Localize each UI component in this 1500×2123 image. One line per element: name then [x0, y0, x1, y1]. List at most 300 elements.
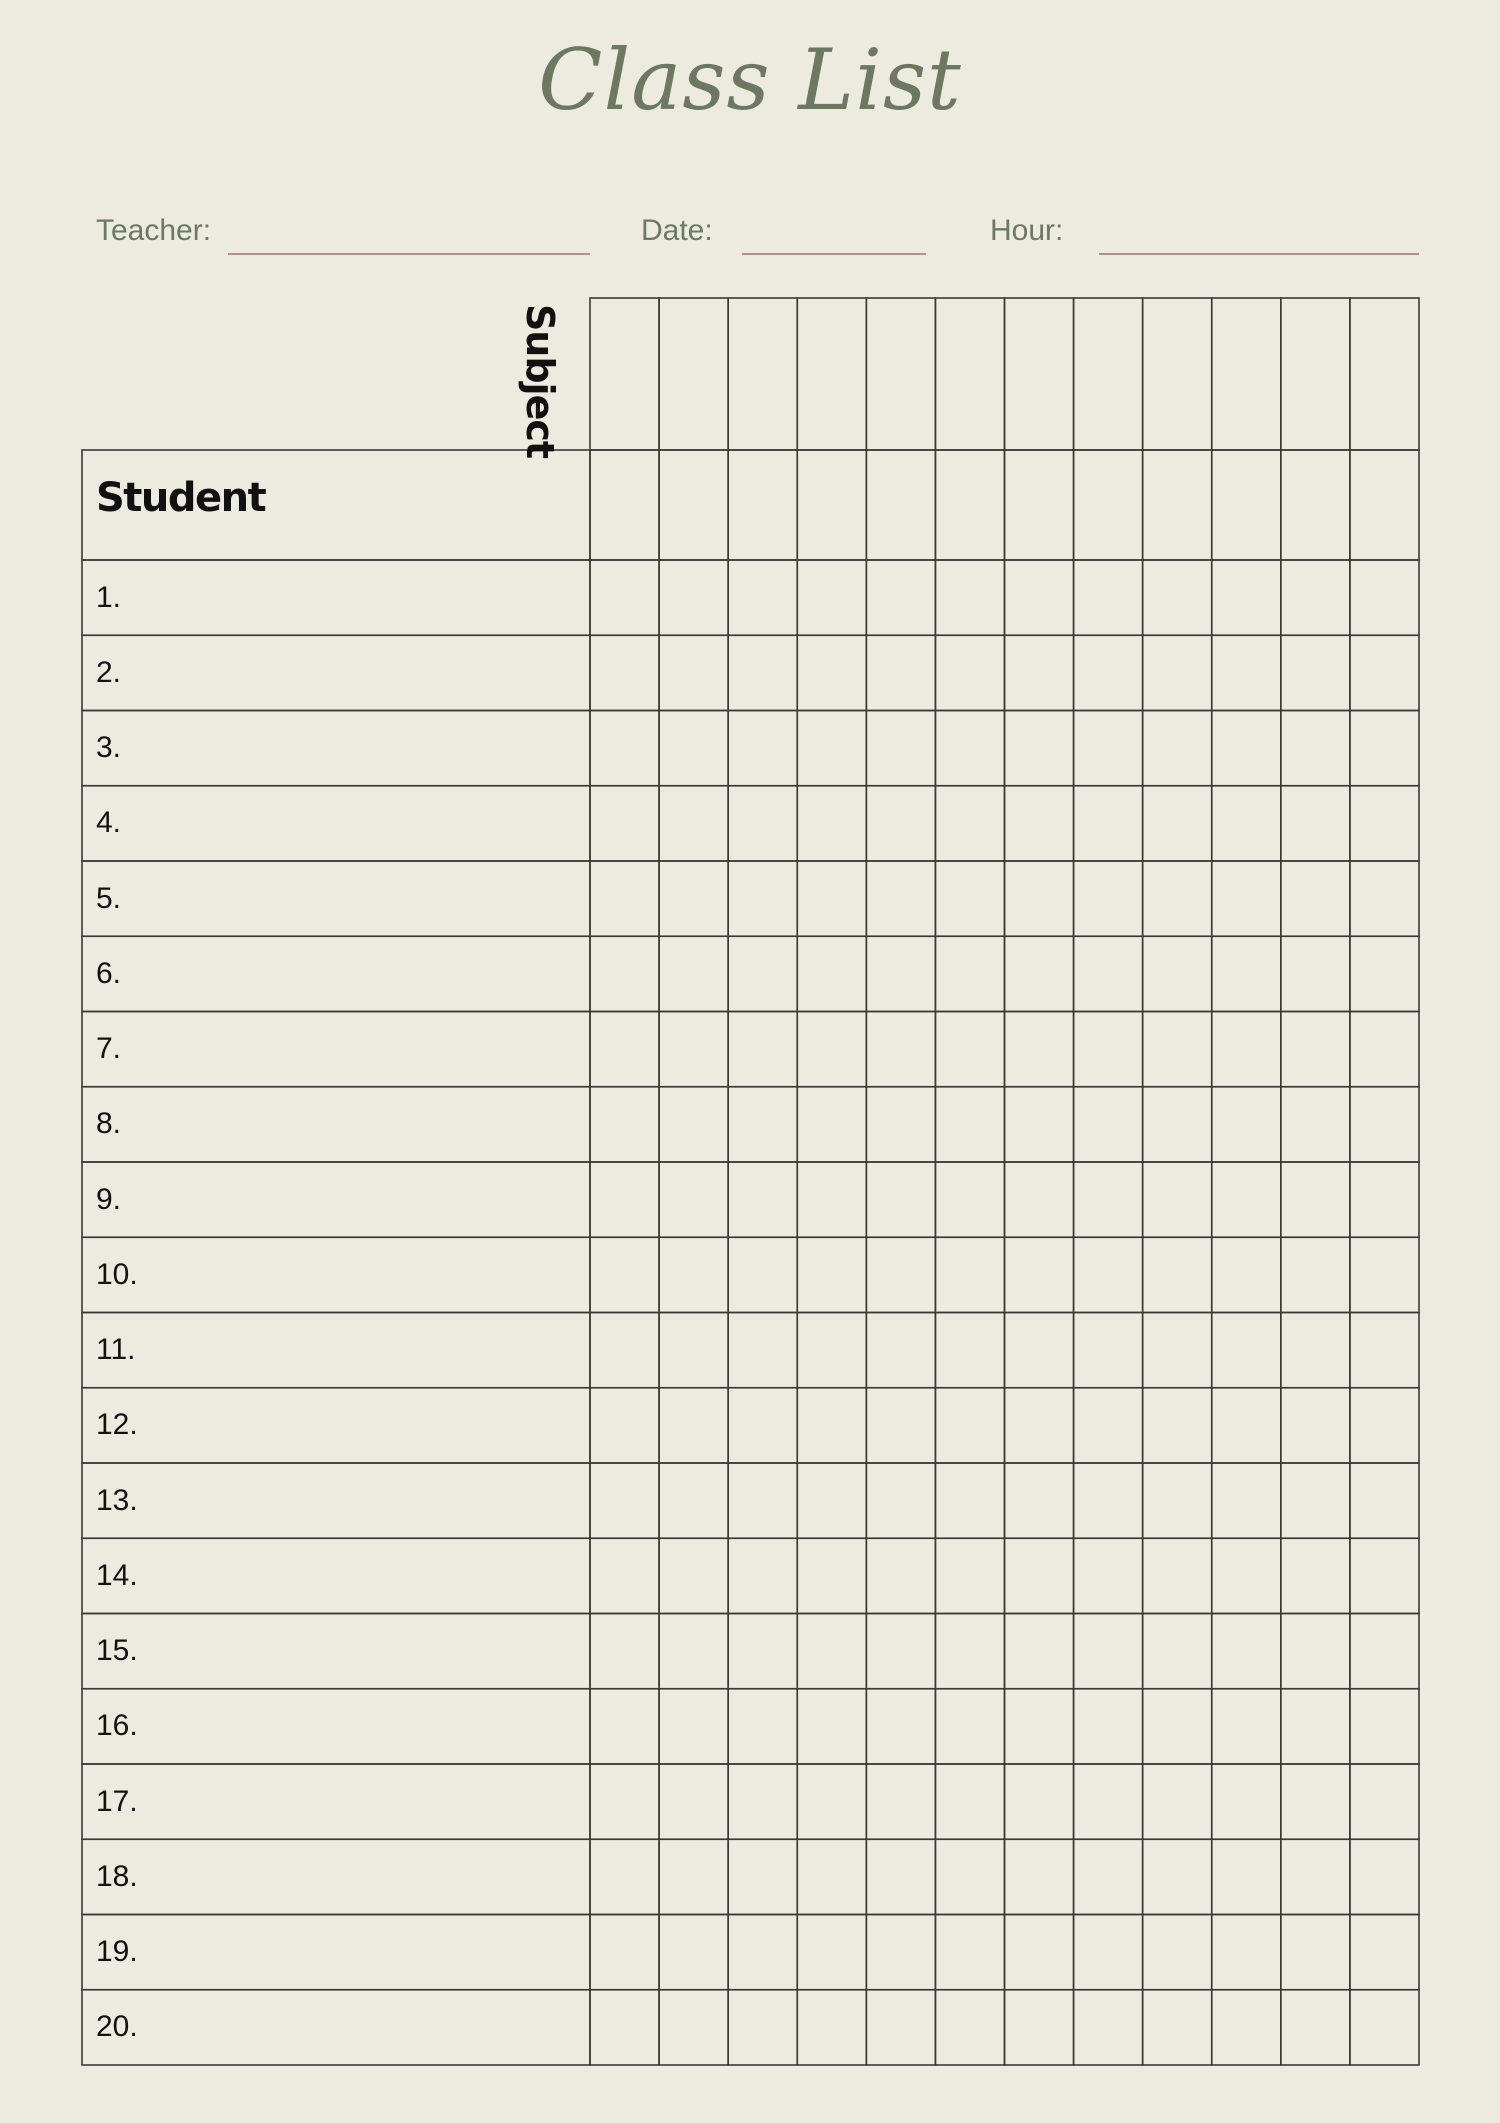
header-grid-cell[interactable] — [1143, 450, 1212, 560]
grade-cell[interactable] — [797, 560, 866, 635]
grade-cell[interactable] — [659, 1237, 728, 1312]
grade-cell[interactable] — [1005, 1915, 1074, 1990]
grade-cell[interactable] — [1074, 1012, 1143, 1087]
grade-cell[interactable] — [1074, 1313, 1143, 1388]
grade-cell[interactable] — [1350, 1839, 1419, 1914]
grade-cell[interactable] — [590, 1463, 659, 1538]
row-number-label: 17. — [96, 1784, 138, 1818]
grade-cell[interactable] — [659, 786, 728, 861]
grade-cell[interactable] — [1143, 1689, 1212, 1764]
grade-cell[interactable] — [797, 1538, 866, 1613]
grade-cell[interactable] — [935, 1463, 1004, 1538]
grade-cell[interactable] — [1143, 861, 1212, 936]
grade-cell[interactable] — [935, 1689, 1004, 1764]
grade-cell[interactable] — [797, 786, 866, 861]
grade-cell[interactable] — [935, 1237, 1004, 1312]
grade-cell[interactable] — [1281, 1538, 1350, 1613]
grade-cell[interactable] — [1350, 1764, 1419, 1839]
grade-cell[interactable] — [1143, 635, 1212, 710]
grade-cell[interactable] — [728, 1764, 797, 1839]
grade-cell[interactable] — [797, 1839, 866, 1914]
student-name-cell[interactable] — [82, 1012, 590, 1087]
grade-cell[interactable] — [935, 861, 1004, 936]
grade-cell[interactable] — [590, 1237, 659, 1312]
grade-cell[interactable] — [1281, 560, 1350, 635]
subject-heading-cell[interactable] — [1005, 298, 1074, 450]
grade-cell[interactable] — [1212, 1689, 1281, 1764]
grade-cell[interactable] — [797, 1915, 866, 1990]
grade-cell[interactable] — [935, 1162, 1004, 1237]
header-grid-cell[interactable] — [659, 450, 728, 560]
grade-cell[interactable] — [1074, 1237, 1143, 1312]
grade-cell[interactable] — [590, 1538, 659, 1613]
grade-cell[interactable] — [659, 1388, 728, 1463]
grade-cell[interactable] — [1212, 1764, 1281, 1839]
grade-cell[interactable] — [1143, 1162, 1212, 1237]
student-header-label: Student — [96, 475, 266, 521]
grade-cell[interactable] — [935, 936, 1004, 1011]
grade-cell[interactable] — [935, 1839, 1004, 1914]
grade-cell[interactable] — [797, 861, 866, 936]
grade-cell[interactable] — [1074, 1764, 1143, 1839]
grade-cell[interactable] — [1005, 786, 1074, 861]
grade-cell[interactable] — [1074, 1839, 1143, 1914]
student-name-cell[interactable] — [82, 1764, 590, 1839]
grade-cell[interactable] — [1212, 1839, 1281, 1914]
grade-cell[interactable] — [1143, 786, 1212, 861]
grade-cell[interactable] — [1350, 1614, 1419, 1689]
grade-cell[interactable] — [866, 1764, 935, 1839]
grade-cell[interactable] — [1005, 635, 1074, 710]
grade-cell[interactable] — [1212, 1614, 1281, 1689]
grade-cell[interactable] — [1005, 711, 1074, 786]
student-name-cell[interactable] — [82, 1990, 590, 2065]
grade-cell[interactable] — [659, 1087, 728, 1162]
grade-cell[interactable] — [1005, 1313, 1074, 1388]
grade-cell[interactable] — [1143, 1839, 1212, 1914]
grade-cell[interactable] — [1281, 1764, 1350, 1839]
grade-cell[interactable] — [935, 711, 1004, 786]
row-number-label: 1. — [96, 580, 122, 614]
grade-cell[interactable] — [728, 560, 797, 635]
grade-cell[interactable] — [1143, 1388, 1212, 1463]
grade-cell[interactable] — [728, 1388, 797, 1463]
grade-cell[interactable] — [1074, 1990, 1143, 2065]
grade-cell[interactable] — [1350, 1087, 1419, 1162]
grade-cell[interactable] — [728, 1990, 797, 2065]
student-name-cell[interactable] — [82, 1915, 590, 1990]
grade-cell[interactable] — [1074, 1463, 1143, 1538]
student-name-cell[interactable] — [82, 1463, 590, 1538]
grade-cell[interactable] — [1212, 786, 1281, 861]
grade-cell[interactable] — [1143, 1538, 1212, 1613]
grade-cell[interactable] — [1074, 560, 1143, 635]
grade-cell[interactable] — [659, 1313, 728, 1388]
grade-cell[interactable] — [797, 1614, 866, 1689]
grade-cell[interactable] — [866, 1839, 935, 1914]
grade-cell[interactable] — [1281, 1012, 1350, 1087]
grade-cell[interactable] — [797, 1162, 866, 1237]
student-name-cell[interactable] — [82, 635, 590, 710]
grade-cell[interactable] — [866, 1087, 935, 1162]
grade-cell[interactable] — [1074, 635, 1143, 710]
grade-cell[interactable] — [1281, 1915, 1350, 1990]
grade-cell[interactable] — [1074, 1614, 1143, 1689]
grade-cell[interactable] — [1281, 1463, 1350, 1538]
grade-cell[interactable] — [797, 635, 866, 710]
subject-header-label: Subject — [518, 303, 562, 459]
grade-cell[interactable] — [866, 711, 935, 786]
grade-cell[interactable] — [1074, 1689, 1143, 1764]
student-name-cell[interactable] — [82, 936, 590, 1011]
header-grid-cell[interactable] — [935, 450, 1004, 560]
student-name-cell[interactable] — [82, 1237, 590, 1312]
student-name-cell[interactable] — [82, 1689, 590, 1764]
grade-cell[interactable] — [1281, 1839, 1350, 1914]
grade-cell[interactable] — [728, 786, 797, 861]
student-name-cell[interactable] — [82, 786, 590, 861]
grade-cell[interactable] — [1005, 560, 1074, 635]
row-number-label: 10. — [96, 1257, 138, 1291]
grade-cell[interactable] — [728, 1162, 797, 1237]
grade-cell[interactable] — [1350, 1388, 1419, 1463]
grade-cell[interactable] — [1212, 1237, 1281, 1312]
grade-cell[interactable] — [1212, 635, 1281, 710]
grade-cell[interactable] — [1281, 1237, 1350, 1312]
grade-cell[interactable] — [1281, 711, 1350, 786]
student-name-cell[interactable] — [82, 861, 590, 936]
grade-cell[interactable] — [866, 1990, 935, 2065]
grade-cell[interactable] — [590, 1764, 659, 1839]
grade-cell[interactable] — [1143, 1313, 1212, 1388]
subject-heading-cell[interactable] — [590, 298, 659, 450]
grade-cell[interactable] — [659, 1012, 728, 1087]
grade-cell[interactable] — [590, 1162, 659, 1237]
grade-cell[interactable] — [728, 1463, 797, 1538]
grade-cell[interactable] — [590, 1990, 659, 2065]
grade-cell[interactable] — [1350, 1313, 1419, 1388]
grade-cell[interactable] — [1005, 1990, 1074, 2065]
grade-cell[interactable] — [866, 1689, 935, 1764]
grade-cell[interactable] — [1212, 1915, 1281, 1990]
grade-cell[interactable] — [1074, 786, 1143, 861]
grade-cell[interactable] — [1212, 936, 1281, 1011]
subject-heading-cell[interactable] — [866, 298, 935, 450]
grade-cell[interactable] — [1074, 1538, 1143, 1613]
grade-cell[interactable] — [1143, 711, 1212, 786]
grade-cell[interactable] — [1281, 1990, 1350, 2065]
grade-cell[interactable] — [866, 1614, 935, 1689]
grade-cell[interactable] — [1281, 936, 1350, 1011]
grade-cell[interactable] — [590, 560, 659, 635]
student-name-cell[interactable] — [82, 1388, 590, 1463]
grade-cell[interactable] — [866, 786, 935, 861]
header-grid-cell[interactable] — [1074, 450, 1143, 560]
grade-cell[interactable] — [1212, 1388, 1281, 1463]
grade-cell[interactable] — [1143, 1087, 1212, 1162]
grade-cell[interactable] — [797, 1990, 866, 2065]
grade-cell[interactable] — [590, 711, 659, 786]
grade-cell[interactable] — [728, 1237, 797, 1312]
grade-cell[interactable] — [1350, 1915, 1419, 1990]
grade-cell[interactable] — [1281, 1388, 1350, 1463]
row-number-label: 12. — [96, 1408, 138, 1442]
grade-cell[interactable] — [935, 560, 1004, 635]
grade-cell[interactable] — [1212, 560, 1281, 635]
grade-cell[interactable] — [659, 1538, 728, 1613]
grade-cell[interactable] — [935, 635, 1004, 710]
grade-cell[interactable] — [935, 1087, 1004, 1162]
grade-cell[interactable] — [1143, 560, 1212, 635]
grade-cell[interactable] — [659, 635, 728, 710]
grade-cell[interactable] — [866, 635, 935, 710]
grade-cell[interactable] — [1143, 1614, 1212, 1689]
grade-cell[interactable] — [797, 936, 866, 1011]
grade-cell[interactable] — [728, 1313, 797, 1388]
grade-cell[interactable] — [866, 1237, 935, 1312]
grade-cell[interactable] — [1281, 1689, 1350, 1764]
grade-cell[interactable] — [728, 1538, 797, 1613]
grade-cell[interactable] — [1005, 1087, 1074, 1162]
grade-cell[interactable] — [728, 1915, 797, 1990]
grade-cell[interactable] — [1212, 1313, 1281, 1388]
grade-cell[interactable] — [866, 1388, 935, 1463]
grade-cell[interactable] — [590, 786, 659, 861]
row-number-label: 4. — [96, 806, 122, 840]
header-grid-cell[interactable] — [1281, 450, 1350, 560]
teacher-label: Teacher: — [96, 214, 212, 247]
grade-cell[interactable] — [1212, 1012, 1281, 1087]
grade-cell[interactable] — [1005, 1237, 1074, 1312]
grade-cell[interactable] — [728, 1087, 797, 1162]
grade-cell[interactable] — [590, 1313, 659, 1388]
student-name-cell[interactable] — [82, 1839, 590, 1914]
grade-cell[interactable] — [1143, 1237, 1212, 1312]
grade-cell[interactable] — [935, 1538, 1004, 1613]
grade-cell[interactable] — [728, 1689, 797, 1764]
grade-cell[interactable] — [1350, 936, 1419, 1011]
grade-cell[interactable] — [1074, 936, 1143, 1011]
grade-cell[interactable] — [935, 1012, 1004, 1087]
grade-cell[interactable] — [590, 1915, 659, 1990]
grade-cell[interactable] — [1074, 1087, 1143, 1162]
grade-cell[interactable] — [935, 1614, 1004, 1689]
grade-cell[interactable] — [935, 1388, 1004, 1463]
grade-cell[interactable] — [1281, 1614, 1350, 1689]
grade-cell[interactable] — [659, 861, 728, 936]
grade-cell[interactable] — [797, 1764, 866, 1839]
grade-cell[interactable] — [1005, 1388, 1074, 1463]
grade-cell[interactable] — [1005, 1689, 1074, 1764]
grade-cell[interactable] — [590, 861, 659, 936]
grade-cell[interactable] — [659, 1764, 728, 1839]
grade-cell[interactable] — [1143, 1012, 1212, 1087]
grade-cell[interactable] — [797, 1388, 866, 1463]
grade-cell[interactable] — [866, 936, 935, 1011]
subject-heading-cell[interactable] — [1074, 298, 1143, 450]
grade-cell[interactable] — [1350, 1689, 1419, 1764]
grade-cell[interactable] — [1005, 1463, 1074, 1538]
student-name-cell[interactable] — [82, 1614, 590, 1689]
grade-cell[interactable] — [1212, 1538, 1281, 1613]
subject-heading-cell[interactable] — [1212, 298, 1281, 450]
grade-cell[interactable] — [1350, 786, 1419, 861]
grade-cell[interactable] — [1212, 1990, 1281, 2065]
grade-cell[interactable] — [797, 1237, 866, 1312]
grade-cell[interactable] — [1350, 635, 1419, 710]
student-name-cell[interactable] — [82, 711, 590, 786]
grade-cell[interactable] — [659, 560, 728, 635]
grade-cell[interactable] — [1005, 1764, 1074, 1839]
student-name-cell[interactable] — [82, 1538, 590, 1613]
row-number-label: 9. — [96, 1182, 122, 1216]
grade-cell[interactable] — [1143, 1990, 1212, 2065]
grade-cell[interactable] — [1143, 936, 1212, 1011]
grade-cell[interactable] — [1350, 1538, 1419, 1613]
header-grid-cell[interactable] — [797, 450, 866, 560]
grade-cell[interactable] — [659, 1839, 728, 1914]
grade-cell[interactable] — [797, 1313, 866, 1388]
grade-cell[interactable] — [1143, 1915, 1212, 1990]
grade-cell[interactable] — [728, 861, 797, 936]
header-grid-cell[interactable] — [728, 450, 797, 560]
grade-cell[interactable] — [728, 1012, 797, 1087]
grade-cell[interactable] — [1005, 1538, 1074, 1613]
row-number-label: 3. — [96, 731, 122, 765]
grade-cell[interactable] — [935, 1764, 1004, 1839]
grade-cell[interactable] — [797, 1087, 866, 1162]
row-number-label: 11. — [96, 1333, 136, 1367]
grade-cell[interactable] — [1005, 1614, 1074, 1689]
grade-cell[interactable] — [1074, 1162, 1143, 1237]
grade-cell[interactable] — [590, 635, 659, 710]
row-number-label: 16. — [96, 1709, 138, 1743]
header-grid-cell[interactable] — [866, 450, 935, 560]
subject-heading-cell[interactable] — [659, 298, 728, 450]
grade-cell[interactable] — [1350, 1012, 1419, 1087]
grade-cell[interactable] — [659, 1463, 728, 1538]
grade-cell[interactable] — [935, 786, 1004, 861]
grade-cell[interactable] — [1281, 1313, 1350, 1388]
grade-cell[interactable] — [1281, 786, 1350, 861]
grade-cell[interactable] — [1281, 1087, 1350, 1162]
grade-cell[interactable] — [659, 711, 728, 786]
grade-cell[interactable] — [866, 1538, 935, 1613]
grade-cell[interactable] — [590, 1388, 659, 1463]
header-grid-cell[interactable] — [1005, 450, 1074, 560]
grade-cell[interactable] — [866, 1162, 935, 1237]
grade-cell[interactable] — [1350, 1990, 1419, 2065]
row-number-label: 19. — [96, 1935, 138, 1969]
grade-cell[interactable] — [1005, 1839, 1074, 1914]
grade-cell[interactable] — [590, 1012, 659, 1087]
grade-cell[interactable] — [866, 560, 935, 635]
grade-cell[interactable] — [1350, 711, 1419, 786]
grade-cell[interactable] — [1212, 861, 1281, 936]
grade-cell[interactable] — [659, 936, 728, 1011]
grade-cell[interactable] — [797, 1689, 866, 1764]
grade-cell[interactable] — [1350, 861, 1419, 936]
grade-cell[interactable] — [728, 711, 797, 786]
header-grid-cell[interactable] — [1350, 450, 1419, 560]
grade-cell[interactable] — [1350, 1237, 1419, 1312]
student-name-cell[interactable] — [82, 1087, 590, 1162]
grade-cell[interactable] — [728, 635, 797, 710]
grade-cell[interactable] — [1074, 1388, 1143, 1463]
grade-cell[interactable] — [935, 1990, 1004, 2065]
grade-cell[interactable] — [935, 1915, 1004, 1990]
grade-cell[interactable] — [659, 1614, 728, 1689]
grade-cell[interactable] — [1350, 1162, 1419, 1237]
grade-cell[interactable] — [1074, 861, 1143, 936]
row-number-label: 18. — [96, 1859, 138, 1893]
grade-cell[interactable] — [866, 861, 935, 936]
grade-cell[interactable] — [1005, 936, 1074, 1011]
grade-cell[interactable] — [659, 1162, 728, 1237]
grade-cell[interactable] — [797, 1012, 866, 1087]
grade-cell[interactable] — [659, 1689, 728, 1764]
header-grid-cell[interactable] — [1212, 450, 1281, 560]
subject-heading-cell[interactable] — [797, 298, 866, 450]
header-grid-cell[interactable] — [590, 450, 659, 560]
grade-cell[interactable] — [1143, 1764, 1212, 1839]
grade-cell[interactable] — [590, 1614, 659, 1689]
grade-cell[interactable] — [728, 1839, 797, 1914]
grade-cell[interactable] — [659, 1915, 728, 1990]
grade-cell[interactable] — [797, 1463, 866, 1538]
date-label: Date: — [641, 214, 713, 247]
page-title: Class List — [538, 31, 962, 129]
student-name-cell[interactable] — [82, 560, 590, 635]
grade-cell[interactable] — [797, 711, 866, 786]
grade-cell[interactable] — [1212, 1087, 1281, 1162]
grade-cell[interactable] — [1143, 1463, 1212, 1538]
subject-heading-cell[interactable] — [935, 298, 1004, 450]
grade-cell[interactable] — [935, 1313, 1004, 1388]
grade-cell[interactable] — [1281, 635, 1350, 710]
student-name-cell[interactable] — [82, 1313, 590, 1388]
grade-cell[interactable] — [590, 1087, 659, 1162]
grade-cell[interactable] — [866, 1012, 935, 1087]
grade-cell[interactable] — [659, 1990, 728, 2065]
grade-cell[interactable] — [866, 1463, 935, 1538]
grade-cell[interactable] — [1350, 560, 1419, 635]
grade-cell[interactable] — [866, 1313, 935, 1388]
grade-cell[interactable] — [866, 1915, 935, 1990]
subject-heading-cell[interactable] — [1143, 298, 1212, 450]
grade-cell[interactable] — [1074, 1915, 1143, 1990]
grade-cell[interactable] — [1212, 1162, 1281, 1237]
grade-cell[interactable] — [1281, 1162, 1350, 1237]
student-name-cell[interactable] — [82, 1162, 590, 1237]
grade-cell[interactable] — [1005, 1012, 1074, 1087]
grade-cell[interactable] — [1005, 1162, 1074, 1237]
subject-heading-cell[interactable] — [1281, 298, 1350, 450]
grade-cell[interactable] — [728, 1614, 797, 1689]
grade-cell[interactable] — [1212, 711, 1281, 786]
grade-cell[interactable] — [1281, 861, 1350, 936]
grade-cell[interactable] — [1212, 1463, 1281, 1538]
grade-cell[interactable] — [1350, 1463, 1419, 1538]
grade-cell[interactable] — [1005, 861, 1074, 936]
grade-cell[interactable] — [590, 1689, 659, 1764]
grade-cell[interactable] — [1074, 711, 1143, 786]
grade-cell[interactable] — [590, 1839, 659, 1914]
grade-cell[interactable] — [590, 936, 659, 1011]
subject-heading-cell[interactable] — [1350, 298, 1419, 450]
grade-cell[interactable] — [728, 936, 797, 1011]
subject-heading-cell[interactable] — [728, 298, 797, 450]
